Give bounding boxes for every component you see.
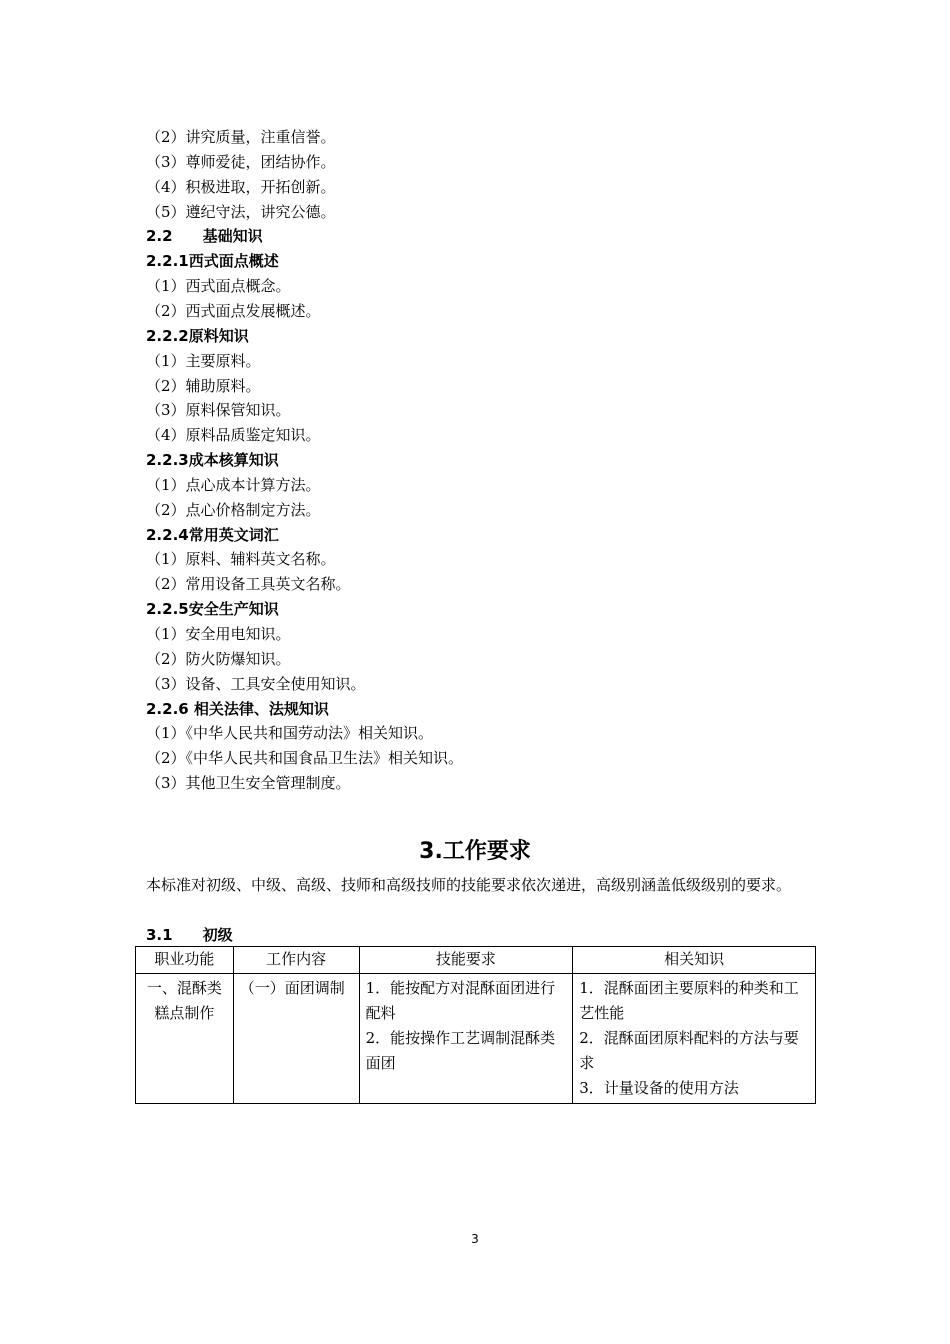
cell-function: 一、混酥类糕点制作 bbox=[136, 974, 234, 1104]
skill-item: 1．能按配方对混酥面团进行配料 bbox=[365, 979, 556, 1022]
header-skills: 技能要求 bbox=[359, 947, 573, 974]
list-item: （1）原料、辅料英文名称。 bbox=[146, 550, 336, 569]
section-heading: 2.2.4常用英文词汇 bbox=[146, 525, 279, 544]
section-heading: 2.2.3成本核算知识 bbox=[146, 451, 279, 470]
table-row bbox=[136, 974, 816, 1104]
section-heading: 2.2.1西式面点概述 bbox=[146, 252, 279, 271]
list-item: （5）遵纪守法，讲究公德。 bbox=[146, 202, 336, 221]
list-item: （2）点心价格制定方法。 bbox=[146, 500, 321, 519]
table-header-row bbox=[136, 947, 816, 974]
list-item: （2）防火防爆知识。 bbox=[146, 649, 291, 668]
page-number: 3 bbox=[471, 1232, 479, 1246]
section-heading: 2.2 基础知识 bbox=[146, 227, 263, 246]
section-heading: 2.2.2原料知识 bbox=[146, 326, 249, 345]
list-item: （3）设备、工具安全使用知识。 bbox=[146, 674, 366, 693]
knowledge-item: 1．混酥面团主要原料的种类和工艺性能 bbox=[579, 979, 799, 1022]
section-title: 3.工作要求 bbox=[419, 839, 531, 864]
list-item: （2）讲究质量，注重信誉。 bbox=[146, 128, 336, 146]
list-item: （3）原料保管知识。 bbox=[146, 401, 291, 420]
list-item: （2）西式面点发展概述。 bbox=[146, 301, 321, 320]
cell-skills bbox=[359, 974, 573, 1104]
knowledge-item: 3．计量设备的使用方法 bbox=[579, 1079, 739, 1097]
list-item: （2）辅助原料。 bbox=[146, 376, 261, 395]
list-item: （4）积极进取，开拓创新。 bbox=[146, 177, 336, 196]
list-item: （2）常用设备工具英文名称。 bbox=[146, 575, 351, 594]
section-heading: 2.2.6 相关法律、法规知识 bbox=[146, 699, 329, 718]
header-content: 工作内容 bbox=[233, 947, 359, 974]
requirements-table bbox=[135, 946, 816, 1104]
header-function: 职业功能 bbox=[136, 947, 234, 974]
cell-knowledge bbox=[573, 974, 816, 1104]
section-intro: 本标准对初级、中级、高级、技师和高级技师的技能要求依次递进，高级别涵盖低级级别的要求。 bbox=[146, 876, 792, 894]
list-item: （1）安全用电知识。 bbox=[146, 625, 291, 643]
section-heading: 2.2.5安全生产知识 bbox=[146, 600, 279, 619]
subsection-heading: 3.1 初级 bbox=[146, 926, 233, 944]
list-item: （1）西式面点概念。 bbox=[146, 277, 291, 296]
list-item: （1）点心成本计算方法。 bbox=[146, 475, 321, 494]
list-item: （1）《中华人民共和国劳动法》相关知识。 bbox=[146, 724, 434, 743]
list-item: （1）主要原料。 bbox=[146, 351, 261, 370]
list-item: （2）《中华人民共和国食品卫生法》相关知识。 bbox=[146, 749, 464, 768]
list-item: （4）原料品质鉴定知识。 bbox=[146, 426, 321, 445]
cell-content: （一）面团调制 bbox=[233, 974, 359, 1104]
skill-item: 2．能按操作工艺调制混酥类面团 bbox=[365, 1029, 556, 1072]
knowledge-item: 2．混酥面团原料配料的方法与要求 bbox=[579, 1029, 799, 1072]
list-item: （3）其他卫生安全管理制度。 bbox=[146, 774, 351, 793]
list-item: （3）尊师爱徒，团结协作。 bbox=[146, 152, 336, 171]
header-knowledge: 相关知识 bbox=[573, 947, 816, 974]
